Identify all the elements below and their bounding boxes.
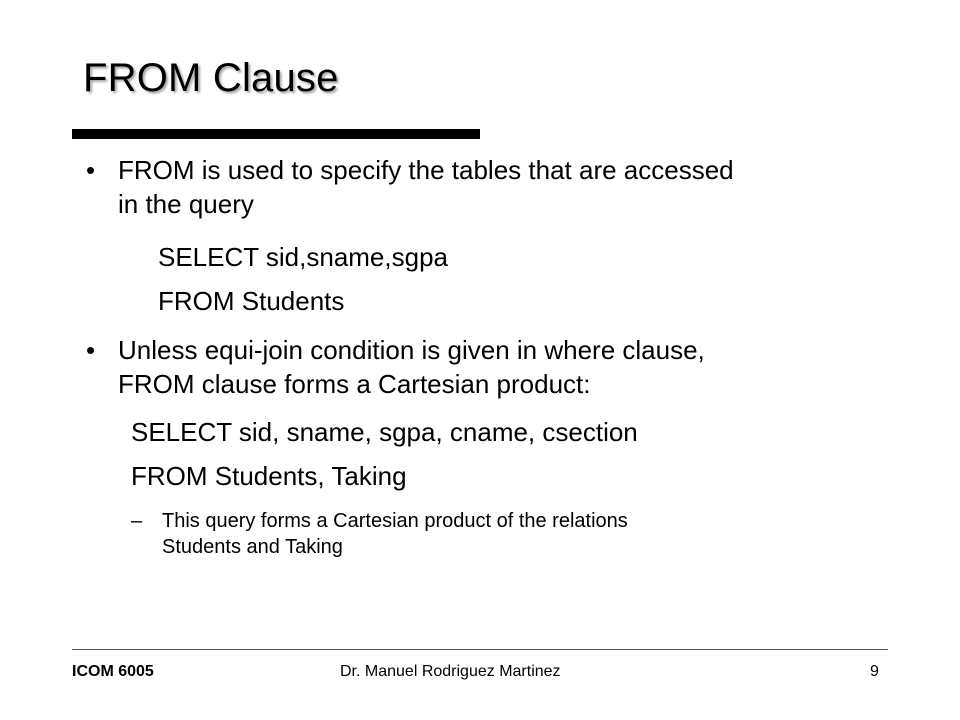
bullet-2-line-1: Unless equi-join condition is given in where clause,: [118, 335, 705, 365]
bullet-2-line-2: FROM clause forms a Cartesian product:: [118, 369, 591, 399]
bullet-1-line-1: FROM is used to specify the tables that are accessed: [118, 155, 734, 185]
bullet-marker: •: [86, 335, 96, 365]
example-1-from: FROM Students: [158, 286, 345, 316]
sub-bullet-line-1: This query forms a Cartesian product of the relations: [162, 510, 628, 532]
sub-bullet-marker: –: [131, 510, 143, 532]
example-2-from: FROM Students, Taking: [131, 461, 407, 491]
footer-course: ICOM 6005: [72, 663, 154, 680]
bullet-marker: •: [86, 155, 96, 185]
example-1-select: SELECT sid,sname,sgpa: [158, 242, 448, 272]
title-underline-bar: [72, 129, 480, 139]
slide-title: FROM Clause: [83, 56, 339, 100]
footer-divider: [72, 649, 888, 650]
footer-page-number: 9: [870, 663, 879, 680]
footer-author: Dr. Manuel Rodriguez Martinez: [340, 663, 561, 680]
bullet-1-line-2: in the query: [118, 189, 254, 219]
example-2-select: SELECT sid, sname, sgpa, cname, csection: [131, 417, 638, 447]
sub-bullet-line-2: Students and Taking: [162, 536, 343, 558]
